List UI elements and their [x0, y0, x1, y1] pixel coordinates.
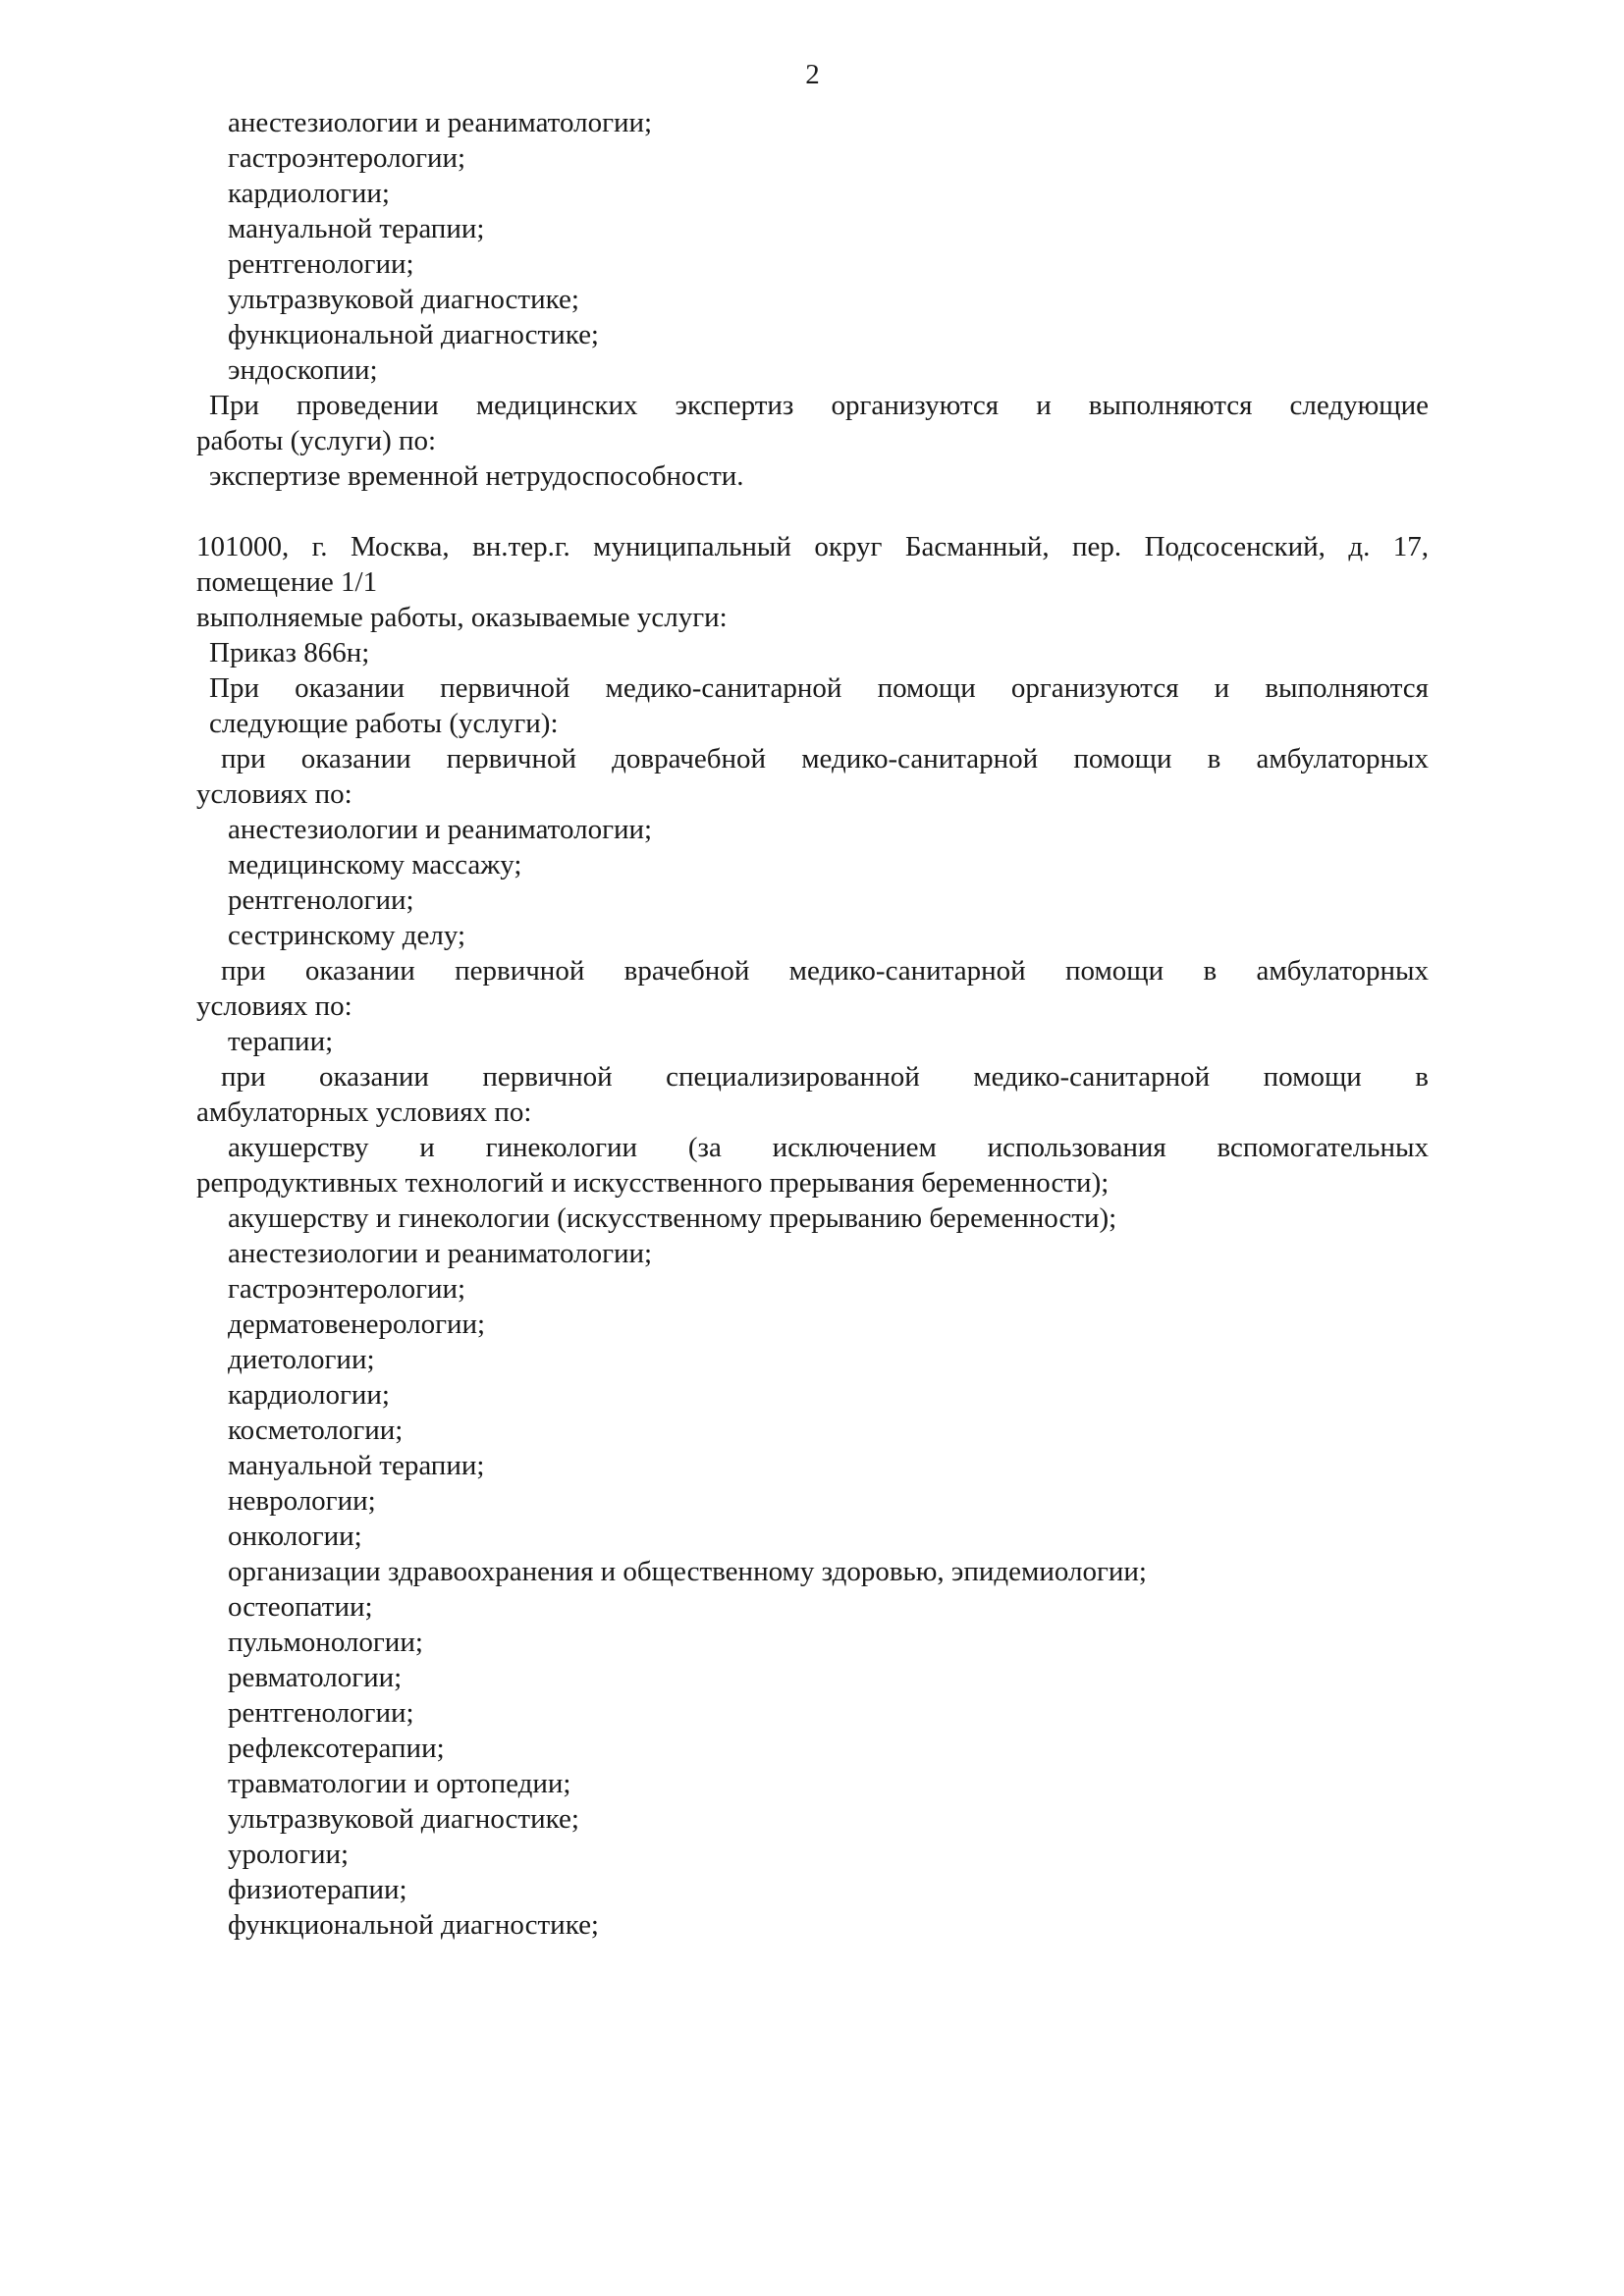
text-line: условиях по: — [196, 990, 352, 1022]
text-line: эндоскопии; — [228, 354, 378, 386]
text-line: анестезиологии и реаниматологии; — [228, 107, 653, 138]
text-line: мануальной терапии; — [228, 213, 485, 244]
text-line: условиях по: — [196, 778, 352, 810]
text-line: кардиологии; — [228, 1379, 390, 1411]
text-line: физиотерапии; — [228, 1874, 407, 1905]
text-line: функциональной диагностике; — [228, 319, 599, 350]
text-line: Приказ 866н; — [209, 637, 370, 668]
text-line: косметологии; — [228, 1415, 404, 1446]
text-line: При оказании первичной медико-санитарной помощи организуются и выполняются — [209, 672, 1429, 704]
text-line: акушерству и гинекологии (искусственному прерыванию беременности); — [228, 1202, 1117, 1234]
text-line: травматологии и ортопедии; — [228, 1768, 571, 1799]
text-line: ультразвуковой диагностике; — [228, 1803, 579, 1835]
text-line: при оказании первичной врачебной медико-санитарной помощи в амбулаторных — [221, 955, 1429, 987]
text-line: терапии; — [228, 1026, 334, 1057]
text-line: организации здравоохранения и общественному здоровью, эпидемиологии; — [228, 1556, 1147, 1587]
text-line: рентгенологии; — [228, 248, 414, 280]
text-line: работы (услуги) по: — [196, 425, 437, 456]
text-line: 101000, г. Москва, вн.тер.г. муниципальный округ Басманный, пер. Подсосенский, д. 17, — [196, 531, 1429, 562]
text-line: рефлексотерапии; — [228, 1733, 445, 1764]
text-line: функциональной диагностике; — [228, 1909, 599, 1941]
text-line: медицинскому массажу; — [228, 849, 522, 881]
text-line: амбулаторных условиях по: — [196, 1096, 532, 1128]
text-line: репродуктивных технологий и искусственного прерывания беременности); — [196, 1167, 1110, 1199]
text-line: анестезиологии и реаниматологии; — [228, 1238, 653, 1269]
text-line: неврологии; — [228, 1485, 376, 1517]
text-line: ультразвуковой диагностике; — [228, 284, 579, 315]
text-line: мануальной терапии; — [228, 1450, 485, 1481]
text-line: онкологии; — [228, 1521, 362, 1552]
text-line: кардиологии; — [228, 178, 390, 209]
text-line: ревматологии; — [228, 1662, 403, 1693]
text-line: гастроэнтерологии; — [228, 1273, 466, 1305]
text-line: анестезиологии и реаниматологии; — [228, 814, 653, 845]
text-line: экспертизе временной нетрудоспособности. — [209, 460, 744, 492]
text-line: диетологии; — [228, 1344, 375, 1375]
text-line: помещение 1/1 — [196, 566, 378, 598]
text-line: остеопатии; — [228, 1591, 373, 1623]
text-line: рентгенологии; — [228, 1697, 414, 1729]
text-line: рентгенологии; — [228, 884, 414, 916]
page-number: 2 — [805, 59, 820, 90]
text-line: дерматовенерологии; — [228, 1308, 486, 1340]
text-line: следующие работы (услуги): — [209, 708, 559, 739]
text-line: пульмонологии; — [228, 1627, 423, 1658]
text-line: сестринскому делу; — [228, 920, 466, 951]
text-line: при оказании первичной доврачебной медико-санитарной помощи в амбулаторных — [221, 743, 1429, 774]
text-line: При проведении медицинских экспертиз организуются и выполняются следующие — [209, 390, 1429, 421]
blank-line — [196, 494, 1429, 529]
text-line: урологии; — [228, 1839, 350, 1870]
text-line: акушерству и гинекологии (за исключением использования вспомогательных — [228, 1132, 1429, 1163]
text-line: гастроэнтерологии; — [228, 142, 466, 174]
text-line: выполняемые работы, оказываемые услуги: — [196, 602, 728, 633]
text-line: при оказании первичной специализированной медико-санитарной помощи в — [221, 1061, 1429, 1093]
document-body — [196, 105, 1429, 1943]
